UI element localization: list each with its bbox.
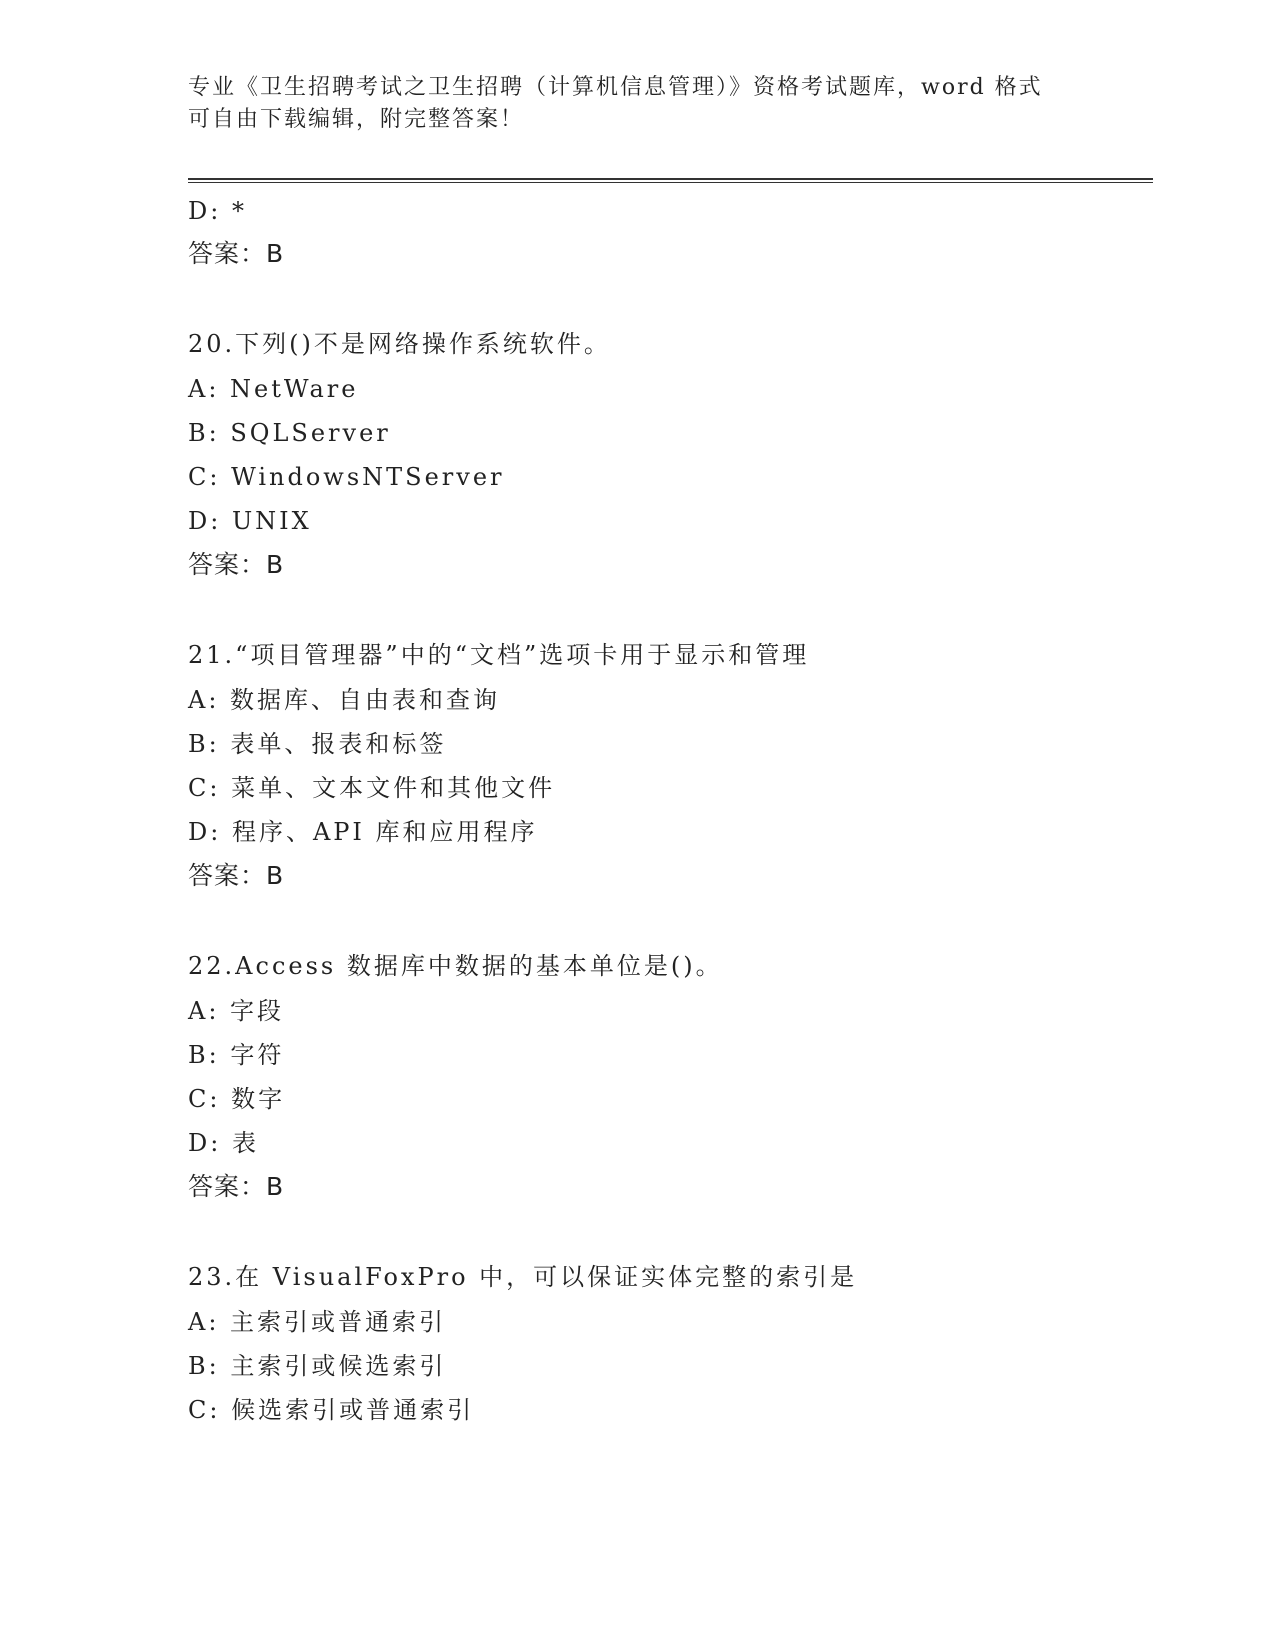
question-22-option-c: C: 数字 — [188, 1085, 286, 1113]
question-23-option-a: A: 主索引或普通索引 — [188, 1308, 447, 1336]
question-21-stem: 21.“项目管理器”中的“文档”选项卡用于显示和管理 — [188, 641, 810, 669]
question-23-option-c: C: 候选索引或普通索引 — [188, 1396, 475, 1424]
prev-answer: 答案：B — [188, 239, 285, 268]
question-23-stem: 23.在 VisualFoxPro 中，可以保证实体完整的索引是 — [188, 1263, 858, 1291]
question-22-option-a: A: 字段 — [188, 997, 285, 1025]
question-21-option-b: B: 表单、报表和标签 — [188, 730, 447, 758]
question-21-option-d: D: 程序、API 库和应用程序 — [188, 818, 538, 846]
question-20-stem: 20.下列()不是网络操作系统软件。 — [188, 330, 611, 358]
header-line-2: 可自由下载编辑，附完整答案！ — [188, 107, 525, 132]
question-20-option-b: B: SQLServer — [188, 419, 391, 447]
question-20-answer: 答案：B — [188, 550, 285, 579]
question-21-answer: 答案：B — [188, 861, 285, 890]
question-20-option-d: D: UNIX — [188, 507, 312, 535]
question-21-option-c: C: 菜单、文本文件和其他文件 — [188, 774, 556, 802]
question-20-option-a: A: NetWare — [188, 375, 359, 403]
question-22-stem: 22.Access 数据库中数据的基本单位是()。 — [188, 952, 723, 980]
question-22-option-d: D: 表 — [188, 1129, 259, 1157]
question-20-option-c: C: WindowsNTServer — [188, 463, 505, 491]
document-header — [188, 72, 1088, 136]
header-divider — [188, 178, 1153, 183]
question-22-answer: 答案：B — [188, 1172, 285, 1201]
question-21-option-a: A: 数据库、自由表和查询 — [188, 686, 501, 714]
header-line-1: 专业《卫生招聘考试之卫生招聘（计算机信息管理）》资格考试题库，word 格式 — [188, 75, 1043, 100]
prev-option-d: D: * — [188, 197, 247, 225]
question-22-option-b: B: 字符 — [188, 1041, 285, 1069]
question-23-option-b: B: 主索引或候选索引 — [188, 1352, 447, 1380]
